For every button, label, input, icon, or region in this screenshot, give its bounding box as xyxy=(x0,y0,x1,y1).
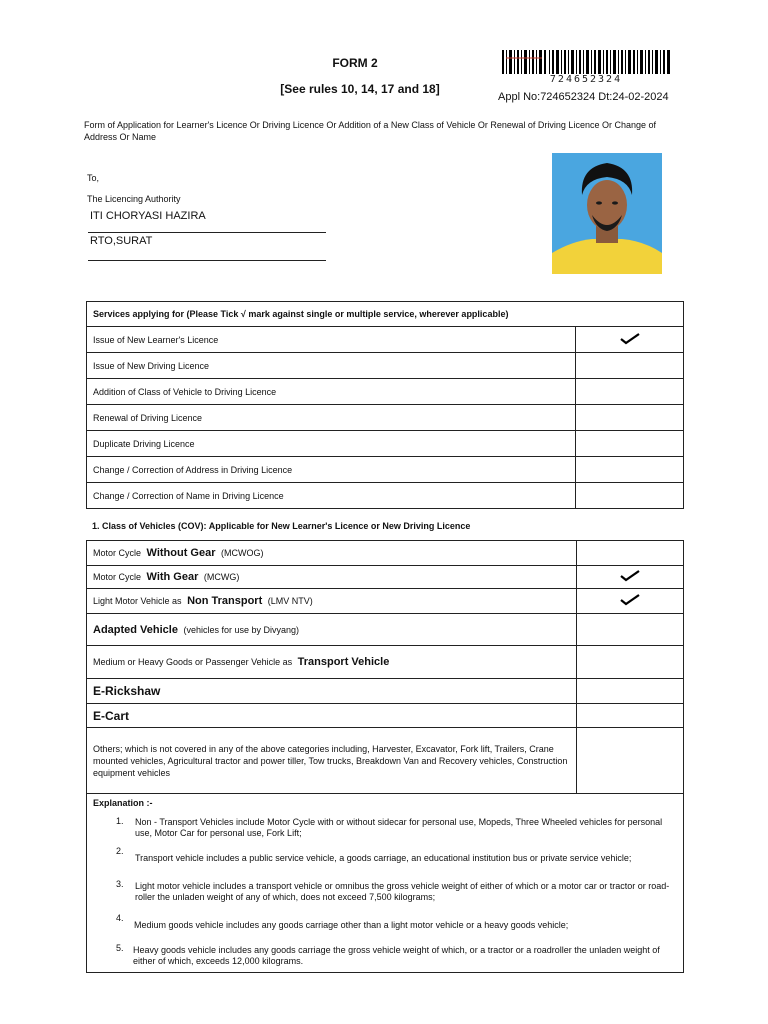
service-row xyxy=(87,353,684,379)
cov-prefix: Light Motor Vehicle as xyxy=(93,596,182,606)
barcode-number: 724652324 xyxy=(549,74,623,85)
explanation-number: 4. xyxy=(116,913,124,923)
service-row xyxy=(87,457,684,483)
cov-mcwog xyxy=(87,541,577,566)
cov-bold: Adapted Vehicle xyxy=(93,623,178,636)
cov-note: (vehicles for use by Divyang) xyxy=(183,624,300,635)
checkmark-icon xyxy=(620,332,640,346)
cov-checkbox-erickshaw[interactable] xyxy=(577,679,684,704)
application-number: Appl No:724652324 Dt:24-02-2024 xyxy=(498,91,669,103)
service-checkbox[interactable] xyxy=(576,483,684,509)
cov-checkbox-lmv[interactable] xyxy=(577,589,684,614)
explanation-number: 5. xyxy=(116,943,124,953)
explanation-item: Transport vehicle includes a public service vehicle, a goods carriage, an educational institution bus or private service vehicle; xyxy=(135,853,632,863)
applicant-photo xyxy=(552,153,662,274)
service-label: Change / Correction of Address in Driving Licence xyxy=(87,457,576,483)
form-title: FORM 2 xyxy=(332,56,378,70)
cov-checkbox-transport[interactable] xyxy=(577,646,684,679)
checkmark-icon xyxy=(620,569,640,583)
service-label: Change / Correction of Name in Driving Licence xyxy=(87,483,576,509)
form-rules: [See rules 10, 14, 17 and 18] xyxy=(280,82,440,96)
cov-bold: Without Gear xyxy=(146,547,216,559)
cov-checkbox-others[interactable] xyxy=(577,728,684,794)
explanation-number: 3. xyxy=(116,879,124,889)
cov-heading: 1. Class of Vehicles (COV): Applicable for New Learner's Licence or New Driving Licence xyxy=(92,521,471,531)
form-description: Form of Application for Learner's Licence Or Driving Licence Or Addition of a New Class of Vehicle Or Renewal of Driving Licence Or Change of Address Or Name xyxy=(84,120,656,142)
cov-transport xyxy=(87,646,577,679)
cov-ecart xyxy=(87,704,577,728)
cov-mcwg xyxy=(87,566,577,589)
explanation-item: Non - Transport Vehicles include Motor Cycle with or without sidecar for personal use, Mopeds, Three Wheeled vehicles for personal use, Motor Car for personal use, Fork Lift; xyxy=(135,817,663,838)
service-label: Issue of New Driving Licence xyxy=(87,353,576,379)
rto-city: RTO,SURAT xyxy=(90,235,153,247)
service-row xyxy=(87,405,684,431)
explanation-number: 2. xyxy=(116,846,124,856)
service-checkbox[interactable] xyxy=(576,405,684,431)
address-underline xyxy=(88,232,326,233)
checkmark-icon xyxy=(620,593,640,607)
service-row xyxy=(87,327,684,353)
service-row xyxy=(87,379,684,405)
cov-lmv xyxy=(87,589,577,614)
authority-label: The Licencing Authority xyxy=(87,194,181,204)
service-checkbox[interactable] xyxy=(576,353,684,379)
cov-table xyxy=(86,540,684,794)
explanation-title: Explanation :- xyxy=(93,798,153,808)
cov-others: Others; which is not covered in any of the above categories including, Harvester, Excavator, Fork lift, Trailers, Crane mounted vehicles, Agricultural tractor and power tiller, Tow trucks, Breakdown Van and Recovery vehicles, Construction equipment vehicles xyxy=(87,728,577,794)
service-checkbox[interactable] xyxy=(576,431,684,457)
cov-bold: With Gear xyxy=(146,571,199,583)
address-underline xyxy=(88,260,326,261)
service-checkbox[interactable] xyxy=(576,457,684,483)
explanation-item: Light motor vehicle includes a transport vehicle or omnibus the gross vehicle weight of either of which or a motor car or tractor or road-roller the unladen weight of any of which, does not exceed 7,500 kilograms; xyxy=(135,881,670,902)
cov-code: (LMV NTV) xyxy=(267,596,313,606)
explanation-item: Heavy goods vehicle includes any goods carriage the gross vehicle weight of which, or a tractor or a roadroller the unladen weight of either of which, exceeds 12,000 kilograms. xyxy=(133,945,660,966)
cov-ecart-label: E-Cart xyxy=(93,708,130,723)
service-row xyxy=(87,483,684,509)
cov-prefix: Motor Cycle xyxy=(93,572,142,582)
service-checkbox[interactable] xyxy=(576,379,684,405)
service-label: Issue of New Learner's Licence xyxy=(87,327,576,353)
cov-code: (MCWOG) xyxy=(221,548,264,558)
cov-checkbox-ecart[interactable] xyxy=(577,704,684,728)
service-label: Addition of Class of Vehicle to Driving Licence xyxy=(87,379,576,405)
to-label: To, xyxy=(87,173,100,183)
explanation-number: 1. xyxy=(116,816,124,826)
cov-bold: Non Transport xyxy=(187,595,263,607)
cov-checkbox-mcwog[interactable] xyxy=(577,541,684,566)
service-label: Duplicate Driving Licence xyxy=(87,431,576,457)
cov-code: (MCWG) xyxy=(203,572,240,582)
service-row xyxy=(87,431,684,457)
service-checkbox[interactable] xyxy=(576,327,684,353)
cov-prefix: Motor Cycle xyxy=(93,548,142,558)
cov-bold: Transport Vehicle xyxy=(297,656,390,668)
cov-adapted xyxy=(87,614,577,646)
barcode xyxy=(502,50,670,74)
rto-office: ITI CHORYASI HAZIRA xyxy=(90,210,206,222)
services-header: Services applying for (Please Tick √ mark against single or multiple service, wherever applicable) xyxy=(87,302,684,327)
services-table xyxy=(86,301,684,509)
cov-prefix: Medium or Heavy Goods or Passenger Vehicle as xyxy=(93,657,293,667)
service-label: Renewal of Driving Licence xyxy=(87,405,576,431)
cov-erickshaw-label: E-Rickshaw xyxy=(93,684,161,698)
cov-checkbox-adapted[interactable] xyxy=(577,614,684,646)
cov-checkbox-mcwg[interactable] xyxy=(577,566,684,589)
explanation-item: Medium goods vehicle includes any goods carriage other than a light motor vehicle or a heavy goods vehicle; xyxy=(134,920,569,930)
cov-erickshaw xyxy=(87,679,577,704)
